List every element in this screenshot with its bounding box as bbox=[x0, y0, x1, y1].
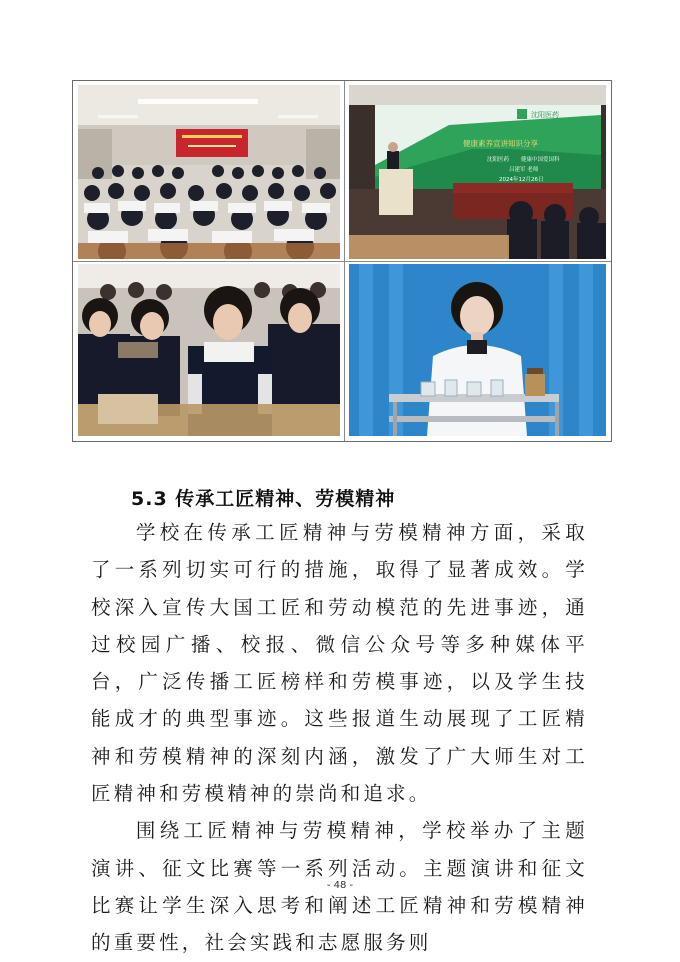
photo-lab bbox=[349, 264, 606, 436]
photo-speaker bbox=[349, 85, 606, 259]
screen-logo-text: 沈阳医药 bbox=[531, 111, 559, 119]
screen-line-speaker: 吕建军 老师 bbox=[509, 167, 539, 173]
screen-line-date: 2024年12月26日 bbox=[499, 177, 544, 183]
section-body bbox=[91, 514, 588, 962]
screen-title: 健康素养宣讲知识分享 bbox=[463, 139, 538, 148]
screen-line-dept: 健康中国爱国科 bbox=[521, 157, 560, 163]
section-heading: 5.3 传承工匠精神、劳模精神 bbox=[131, 488, 396, 510]
page-number: - 48 - bbox=[326, 880, 354, 891]
screen-line-org: 沈阳医药 bbox=[487, 157, 510, 163]
photo-students bbox=[78, 264, 340, 436]
paragraph-1: 学校在传承工匠精神与劳模精神方面，采取了一系列切实可行的措施，取得了显著成效。学校深入宣传大国工匠和劳动模范的先进事迹，通过校园广播、校报、微信公众号等多种媒体平台，广泛传播工匠榜样和劳模事迹，以及学生技能成才的典型事迹。这些报道生动展现了工匠精神和劳模精神的深刻内涵，激发了广大师生对工匠精神和劳模精神的崇尚和追求。 bbox=[91, 521, 588, 806]
photo-grid bbox=[72, 80, 612, 442]
paragraph-2: 围绕工匠精神与劳模精神，学校举办了主题演讲、征文比赛等一系列活动。主题演讲和征文比赛让学生深入思考和阐述工匠精神和劳模精神的重要性，社会实践和志愿服务则 bbox=[91, 819, 588, 955]
grid-divider-horizontal bbox=[73, 261, 611, 262]
photo-auditorium bbox=[78, 85, 340, 259]
